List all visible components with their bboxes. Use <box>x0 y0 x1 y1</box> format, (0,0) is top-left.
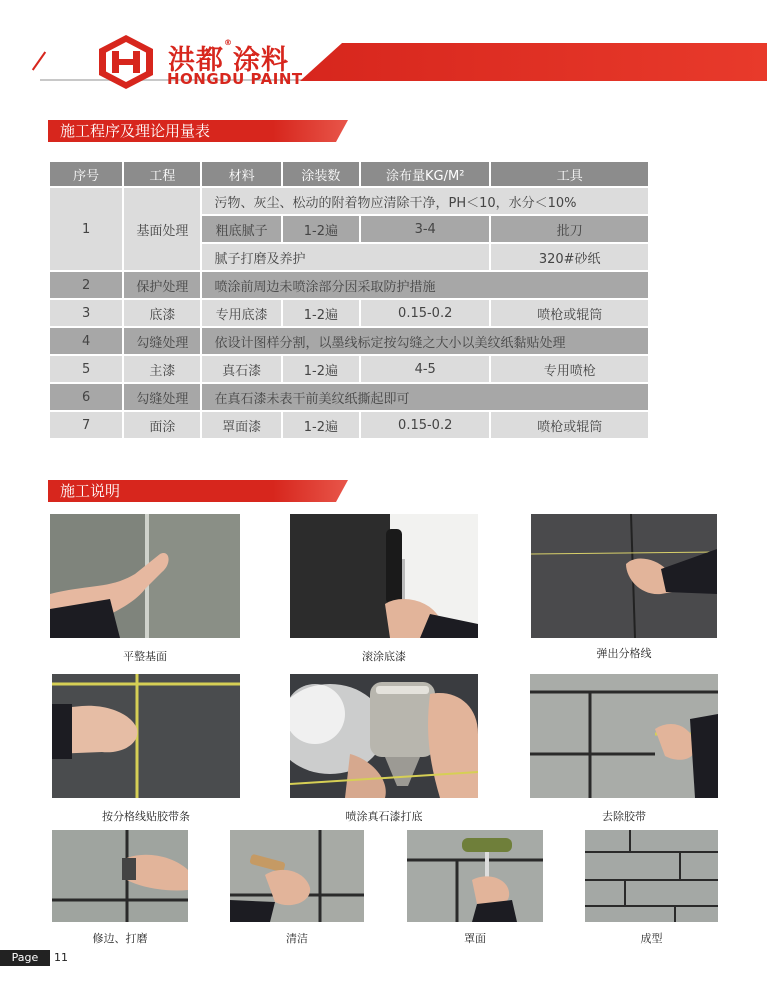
cell-tool: 批刀 <box>491 216 648 242</box>
photo-caption: 清洁 <box>286 932 308 945</box>
cell-no: 7 <box>50 412 122 438</box>
photo-level-base <box>50 514 240 638</box>
cell-material: 专用底漆 <box>202 300 280 326</box>
section-title-procedure: 施工程序及理论用量表 <box>60 122 211 140</box>
cell-material: 罩面漆 <box>202 412 280 438</box>
table-row <box>50 328 648 354</box>
table-row <box>50 272 648 298</box>
cell-coats: 1-2遍 <box>283 356 359 382</box>
photo-apply-tape <box>52 674 240 798</box>
cell-step: 面涂 <box>124 412 200 438</box>
cell-desc: 在真石漆未表干前美纹纸撕起即可 <box>202 384 648 410</box>
header-no: 序号 <box>50 162 122 186</box>
cell-coats: 1-2遍 <box>283 412 359 438</box>
cell-step: 主漆 <box>124 356 200 382</box>
photo-caption: 罩面 <box>464 932 486 945</box>
cell-amount: 4-5 <box>361 356 489 382</box>
photo-caption: 成型 <box>640 932 663 945</box>
table-row <box>50 300 648 326</box>
section-title-instructions: 施工说明 <box>60 482 121 500</box>
cell-amount: 0.15-0.2 <box>361 300 489 326</box>
photo-snap-lines <box>531 514 717 638</box>
cell-coats: 1-2遍 <box>283 216 359 242</box>
cell-desc: 喷涂前周边未喷涂部分因采取防护措施 <box>202 272 648 298</box>
cell-material: 粗底腻子 <box>202 216 280 242</box>
table-row <box>50 412 648 438</box>
photo-clean <box>230 830 364 922</box>
header-step: 工程 <box>124 162 200 186</box>
photo-spray-stone <box>290 674 478 798</box>
page-label: Page <box>0 950 50 966</box>
photo-roll-primer <box>290 514 478 638</box>
photo-topcoat <box>407 830 543 922</box>
cell-step: 底漆 <box>124 300 200 326</box>
cell-tool: 320#砂纸 <box>491 244 648 270</box>
header-red-band <box>300 43 767 81</box>
brand-name-en: HONGDU PAINT <box>167 70 303 88</box>
cell-step: 勾缝处理 <box>124 384 200 410</box>
photo-trim-sand <box>52 830 188 922</box>
cell-no: 5 <box>50 356 122 382</box>
cell-no: 6 <box>50 384 122 410</box>
header-amount: 涂布量KG/M² <box>361 162 489 186</box>
photo-caption: 平整基面 <box>123 650 167 663</box>
header-coats: 涂装数 <box>283 162 359 186</box>
header-material: 材料 <box>202 162 280 186</box>
photo-caption: 喷涂真石漆打底 <box>345 810 423 823</box>
cell-step: 基面处理 <box>124 188 200 270</box>
cell-no: 1 <box>50 188 122 270</box>
header-accent-line <box>32 51 46 70</box>
photo-remove-tape <box>530 674 718 798</box>
brand-name-cn: 洪都®涂料 <box>168 38 289 76</box>
table-row <box>50 356 648 382</box>
cell-tool: 喷枪或辊筒 <box>491 412 648 438</box>
cell-step: 保护处理 <box>124 272 200 298</box>
cell-desc: 污物、灰尘、松动的附着物应清除干净，PH＜10，水分＜10% <box>202 188 648 214</box>
photo-caption: 弹出分格线 <box>596 647 652 660</box>
table-row <box>50 188 648 214</box>
cell-no: 4 <box>50 328 122 354</box>
table-row <box>50 384 648 410</box>
cell-material: 真石漆 <box>202 356 280 382</box>
cell-amount: 3-4 <box>361 216 489 242</box>
procedure-table <box>48 160 650 440</box>
cell-no: 2 <box>50 272 122 298</box>
table-header-row <box>50 162 648 186</box>
hongdu-logo-icon <box>95 33 157 91</box>
photo-caption: 按分格线贴胶带条 <box>102 810 190 823</box>
cell-desc: 腻子打磨及养护 <box>202 244 489 270</box>
cell-no: 3 <box>50 300 122 326</box>
cell-coats: 1-2遍 <box>283 300 359 326</box>
photo-caption: 滚涂底漆 <box>362 650 406 663</box>
cell-amount: 0.15-0.2 <box>361 412 489 438</box>
cell-tool: 专用喷枪 <box>491 356 648 382</box>
cell-tool: 喷枪或辊筒 <box>491 300 648 326</box>
photo-finished <box>585 830 718 922</box>
cell-desc: 依设计图样分割，以墨线标定按勾缝之大小以美纹纸黏贴处理 <box>202 328 648 354</box>
photo-caption: 修边、打磨 <box>92 932 148 945</box>
page-number: 11 <box>54 951 68 964</box>
cell-step: 勾缝处理 <box>124 328 200 354</box>
photo-caption: 去除胶带 <box>602 810 646 823</box>
header-tool: 工具 <box>491 162 648 186</box>
